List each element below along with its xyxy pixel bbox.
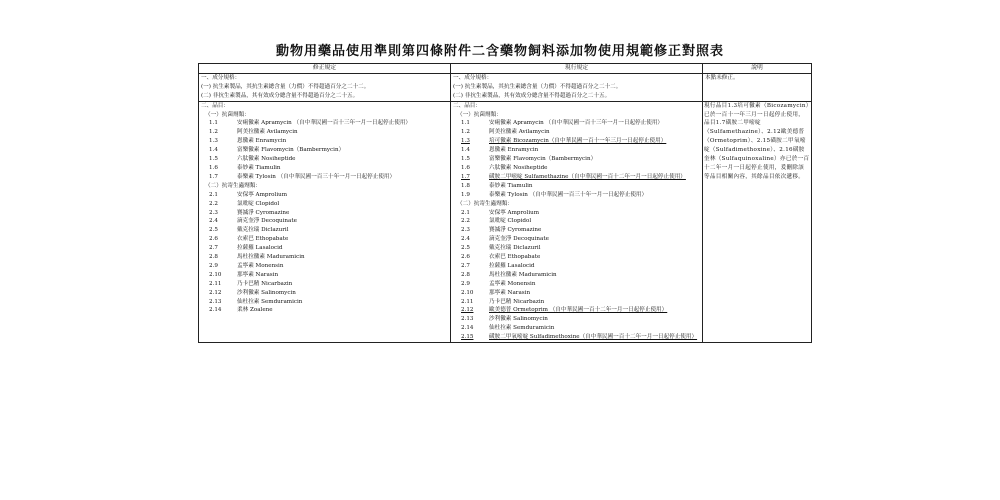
item-number: 1.1	[461, 120, 470, 127]
item-text: 氯吡啶 Clopidol	[489, 218, 532, 225]
list-item	[452, 315, 701, 324]
item-text: 六肽黴素 Nosiheptide	[489, 164, 548, 171]
header-row	[199, 64, 812, 74]
item-number: 2.7	[209, 245, 218, 252]
header-current: 現行規定	[451, 64, 703, 74]
item-text: 衣索巴 Ethopabate	[237, 236, 289, 243]
item-number: 2.14	[209, 307, 222, 314]
items-current-cell	[451, 101, 703, 342]
item-text: 泰妙素 Tiamulin	[489, 182, 533, 189]
list-item	[200, 306, 449, 315]
list-item	[452, 191, 701, 200]
item-number: 2.6	[209, 236, 218, 243]
item-text: 阿美拉黴素 Avilamycin	[237, 129, 298, 136]
item-number: 2.9	[209, 262, 218, 269]
item-text: 乃卡巴精 Nicarbazin	[237, 280, 293, 287]
item-number: 1.4	[209, 147, 218, 154]
item-number: 2.8	[461, 271, 470, 278]
item-number: 2.3	[209, 209, 218, 216]
item-number: 1.4	[461, 147, 470, 154]
spec-note: 本點未修正。	[705, 74, 739, 81]
spec-item: (二) 非抗生素製品，其有效成分總含量不得超過百分之二十五。	[201, 92, 359, 99]
item-number: 1.5	[209, 156, 218, 163]
item-number: 1.7	[461, 173, 470, 180]
item-text: 那寧素 Narasin	[489, 289, 531, 296]
item-number: 1.3	[209, 138, 218, 145]
list-item	[452, 173, 701, 182]
item-number: 2.10	[209, 271, 222, 278]
list-item	[452, 119, 701, 128]
list-item	[452, 128, 701, 137]
item-number: 2.12	[209, 289, 222, 296]
list-item	[200, 280, 449, 289]
spec-current-cell	[451, 73, 703, 101]
item-text: 賽滅淨 Cyromazine	[489, 227, 542, 234]
item-text: 安保寧 Amprolium	[237, 191, 288, 198]
item-number: 2.6	[461, 254, 470, 261]
list-item	[200, 217, 449, 226]
item-text: 安痢黴素 Apramycin （自中華民國一百十三年一月一日起停止使用）	[489, 120, 664, 127]
item-number: 2.9	[461, 280, 470, 287]
item-number: 2.14	[461, 325, 474, 332]
item-number: 2.4	[209, 218, 218, 225]
item-number: 1.1	[209, 120, 218, 127]
item-number: 2.15	[461, 334, 474, 341]
item-number: 2.4	[461, 236, 470, 243]
item-text: 拉薩羅 Lasalocid	[489, 262, 535, 269]
item-text: 馬杜拉黴素 Maduramicin	[237, 254, 305, 261]
items-note: 現行品目1.3培可黴素（Bicozamycin）已於一百十一年三月一日起停止使用，品目1.7磺胺二甲嘧啶（Sulfamethazine）、2.12歐美德普（Ormetoprim）、2.15磺胺二甲氧嘧啶（Sulfadimethoxine）、2.16磺胺奎林（Sulfaquinoxaline）亦已於一百十二年一月一日起停止使用，爰刪除該等品目相關內容，其餘品目依次遞移。	[704, 102, 810, 180]
item-text: 安痢黴素 Apramycin （自中華民國一百十三年一月一日起停止使用）	[237, 120, 412, 127]
list-item	[200, 271, 449, 280]
list-item	[452, 306, 701, 315]
list-item	[452, 137, 701, 146]
item-text: 歐美德普 Ormetoprim （自中華民國一百十二年一月一日起停止使用）	[489, 307, 668, 314]
spec-item: (一) 抗生素製品，其抗生素總含量（力價）不得超過百分之二十二。	[453, 83, 622, 90]
list-item	[200, 173, 449, 182]
item-text: 磺胺二甲氧嘧啶 Sulfadimethoxine（自中華民國一百十二年一月一日起停止使用）	[489, 334, 698, 341]
list-item	[452, 333, 701, 342]
list-item	[200, 119, 449, 128]
list-item	[200, 146, 449, 155]
list-item	[452, 217, 701, 226]
item-number: 1.9	[461, 191, 470, 198]
list-item	[200, 289, 449, 298]
item-text: 賽滅淨 Cyromazine	[237, 209, 290, 216]
page-title: 動物用藥品使用準則第四條附件二含藥物飼料添加物使用規範修正對照表	[275, 44, 724, 59]
item-text: 阿美拉黴素 Avilamycin	[489, 129, 550, 136]
spec-item: (一) 抗生素製品，其抗生素總含量（力價）不得超過百分之二十二。	[201, 83, 370, 90]
item-number: 2.5	[209, 227, 218, 234]
items-new-cell	[199, 101, 451, 342]
item-number: 1.6	[209, 164, 218, 171]
antibacterial-list	[452, 119, 701, 199]
item-number: 2.5	[461, 245, 470, 252]
item-number: 2.3	[461, 227, 470, 234]
spec-heading: 一、成分規格：	[453, 74, 493, 81]
item-text: 恩黴素 Enramycin	[489, 147, 539, 154]
list-item	[200, 191, 449, 200]
list-item	[200, 244, 449, 253]
spec-new-cell	[199, 73, 451, 101]
item-text: 泰妙素 Tiamulin	[237, 164, 281, 171]
item-number: 1.6	[461, 164, 470, 171]
list-item	[200, 226, 449, 235]
item-text: 衣索巴 Ethopabate	[489, 254, 541, 261]
list-item	[452, 280, 701, 289]
item-text: 仙杜拉素 Semduramicin	[489, 325, 555, 332]
list-item	[200, 155, 449, 164]
list-item	[452, 164, 701, 173]
item-text: 那寧素 Narasin	[237, 271, 279, 278]
item-text: 滴克奎淨 Decoquinate	[489, 236, 549, 243]
item-text: 孟寧素 Monensin	[489, 280, 536, 287]
item-text: 戴克拉瑞 Diclazuril	[489, 245, 541, 252]
item-text: 滴克奎淨 Decoquinate	[237, 218, 297, 225]
list-item	[452, 182, 701, 191]
item-number: 2.1	[461, 209, 470, 216]
item-number: 2.7	[461, 262, 470, 269]
item-text: 乃卡巴精 Nicarbazin	[489, 298, 545, 305]
list-item	[452, 324, 701, 333]
item-text: 安保寧 Amprolium	[489, 209, 540, 216]
list-item	[200, 128, 449, 137]
comparison-table	[198, 63, 812, 343]
list-item	[452, 226, 701, 235]
list-item	[452, 298, 701, 307]
list-item	[452, 253, 701, 262]
spec-note-cell	[703, 73, 812, 101]
header-new: 修正規定	[199, 64, 451, 74]
item-text: 恩黴素 Enramycin	[237, 138, 287, 145]
spec-heading: 一、成分規格：	[201, 74, 241, 81]
category-antibacterial: （一）抗菌劑類：	[457, 111, 502, 118]
item-number: 1.2	[461, 129, 470, 136]
category-antibacterial: （一）抗菌劑類：	[205, 111, 250, 118]
item-text: 仙杜拉素 Semduramicin	[237, 298, 303, 305]
item-text: 氯吡啶 Clopidol	[237, 200, 280, 207]
item-text: 富樂黴素 Flavomycin（Bambermycin）	[237, 147, 345, 154]
list-item	[452, 146, 701, 155]
item-number: 1.5	[461, 156, 470, 163]
category-antiparasitic: （二）抗寄生蟲劑類：	[205, 182, 261, 189]
list-item	[200, 137, 449, 146]
item-number: 2.8	[209, 254, 218, 261]
list-item	[200, 209, 449, 218]
item-text: 沙利黴素 Salinomycin	[237, 289, 296, 296]
item-text: 馬杜拉黴素 Maduramicin	[489, 271, 557, 278]
spec-item: (二) 非抗生素製品，其有效成分總含量不得超過百分之二十五。	[453, 92, 611, 99]
item-number: 2.11	[209, 280, 222, 287]
items-note-cell	[703, 101, 812, 342]
item-number: 2.2	[209, 200, 218, 207]
item-text: 拉薩羅 Lasalocid	[237, 245, 283, 252]
item-number: 2.1	[209, 191, 218, 198]
list-item	[452, 244, 701, 253]
list-item	[452, 262, 701, 271]
item-text: 泰樂素 Tylosin （自中華民國一百三十年一月一日起停止使用）	[489, 191, 648, 198]
item-text: 孟寧素 Monensin	[237, 262, 284, 269]
list-item	[452, 235, 701, 244]
antiparasitic-list	[200, 191, 449, 316]
item-number: 2.10	[461, 289, 474, 296]
row-specification	[199, 73, 812, 101]
list-item	[452, 271, 701, 280]
item-text: 戴克拉瑞 Diclazuril	[237, 227, 289, 234]
item-text: 磺胺二甲嘧啶 Sulfamethazine（自中華民國一百十二年一月一日起停止使用）	[489, 173, 686, 180]
item-number: 1.8	[461, 182, 470, 189]
list-item	[452, 209, 701, 218]
item-number: 2.13	[461, 316, 474, 323]
list-item	[200, 253, 449, 262]
header-note: 說明	[703, 64, 812, 74]
item-number: 1.7	[209, 173, 218, 180]
list-item	[200, 262, 449, 271]
item-number: 1.2	[209, 129, 218, 136]
item-number: 2.13	[209, 298, 222, 305]
list-item	[200, 200, 449, 209]
item-number: 2.2	[461, 218, 470, 225]
item-text: 六肽黴素 Nosiheptide	[237, 156, 296, 163]
list-item	[200, 164, 449, 173]
item-text: 柔林 Zoalene	[237, 307, 273, 314]
category-antiparasitic: （二）抗寄生蟲劑類：	[457, 200, 513, 207]
items-heading: 二、品目：	[453, 102, 481, 109]
item-text: 沙利黴素 Salinomycin	[489, 316, 548, 323]
items-heading: 二、品目：	[201, 102, 229, 109]
item-text: 富樂黴素 Flavomycin（Bambermycin）	[489, 156, 597, 163]
item-text: 泰樂素 Tylosin （自中華民國一百三十年一月一日起停止使用）	[237, 173, 396, 180]
item-text: 培可黴素 Bicozamycin（自中華民國一百十一年三月一日起停止使用）	[489, 138, 667, 145]
list-item	[452, 155, 701, 164]
list-item	[200, 235, 449, 244]
antiparasitic-list	[452, 209, 701, 343]
antibacterial-list	[200, 119, 449, 181]
item-number: 1.3	[461, 138, 470, 145]
row-items	[199, 101, 812, 342]
list-item	[452, 289, 701, 298]
list-item	[200, 298, 449, 307]
item-number: 2.12	[461, 307, 474, 314]
item-number: 2.11	[461, 298, 474, 305]
